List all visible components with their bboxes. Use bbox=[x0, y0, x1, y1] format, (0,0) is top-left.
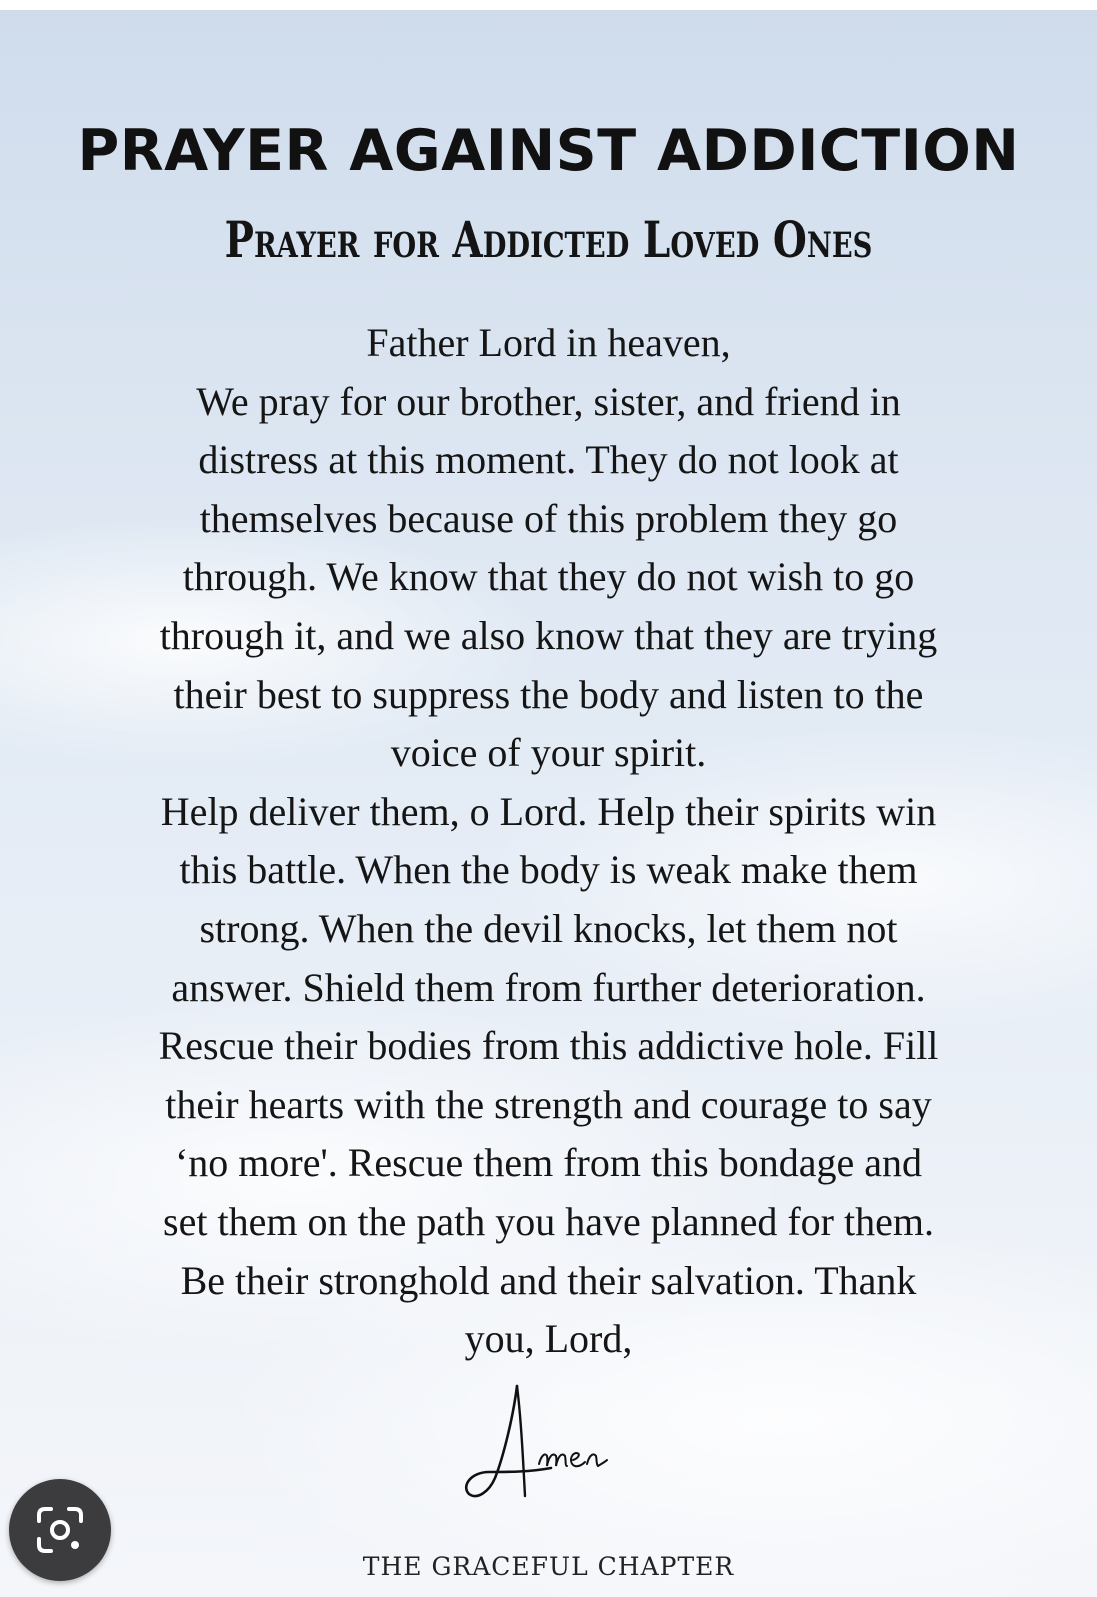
prayer-line: ‘no more'. Rescue them from this bondage and bbox=[174, 1140, 922, 1186]
top-border bbox=[0, 0, 1097, 10]
prayer-text bbox=[40, 314, 1057, 1369]
footer-brand: THE GRACEFUL CHAPTER bbox=[362, 1552, 735, 1581]
prayer-line: strong. When the devil knocks, let them not bbox=[199, 905, 898, 951]
camera-lens-icon bbox=[35, 1505, 85, 1555]
prayer-line: through it, and we also know that they are trying bbox=[159, 612, 938, 658]
amen-signature bbox=[455, 1378, 635, 1528]
prayer-line: you, Lord, bbox=[464, 1316, 633, 1362]
prayer-line: this battle. When the body is weak make them bbox=[179, 847, 918, 893]
prayer-line: Rescue their bodies from this addictive hole. Fill bbox=[158, 1023, 939, 1069]
prayer-line: Help deliver them, o Lord. Help their spirits win bbox=[160, 788, 937, 834]
page-title: PRAYER AGAINST ADDICTION bbox=[77, 118, 1020, 184]
prayer-line: answer. Shield them from further deterioration. bbox=[171, 964, 926, 1010]
prayer-line: We pray for our brother, sister, and friend in bbox=[196, 378, 901, 424]
prayer-line: Father Lord in heaven, bbox=[366, 320, 731, 365]
prayer-line: themselves because of this problem they go bbox=[199, 495, 898, 541]
lens-search-button[interactable] bbox=[9, 1479, 111, 1581]
prayer-line: through. We know that they do not wish to go bbox=[182, 554, 915, 600]
prayer-line: Be their stronghold and their salvation. Thank bbox=[180, 1257, 917, 1303]
prayer-line: distress at this moment. They do not look at bbox=[198, 437, 899, 483]
prayer-line: their hearts with the strength and courage to say bbox=[165, 1081, 932, 1127]
page-subtitle: Prayer for Addicted Loved Ones bbox=[224, 210, 873, 269]
prayer-line: set them on the path you have planned for them. bbox=[163, 1198, 934, 1244]
prayer-line: voice of your spirit. bbox=[390, 730, 707, 776]
prayer-line: their best to suppress the body and listen to the bbox=[173, 671, 924, 717]
